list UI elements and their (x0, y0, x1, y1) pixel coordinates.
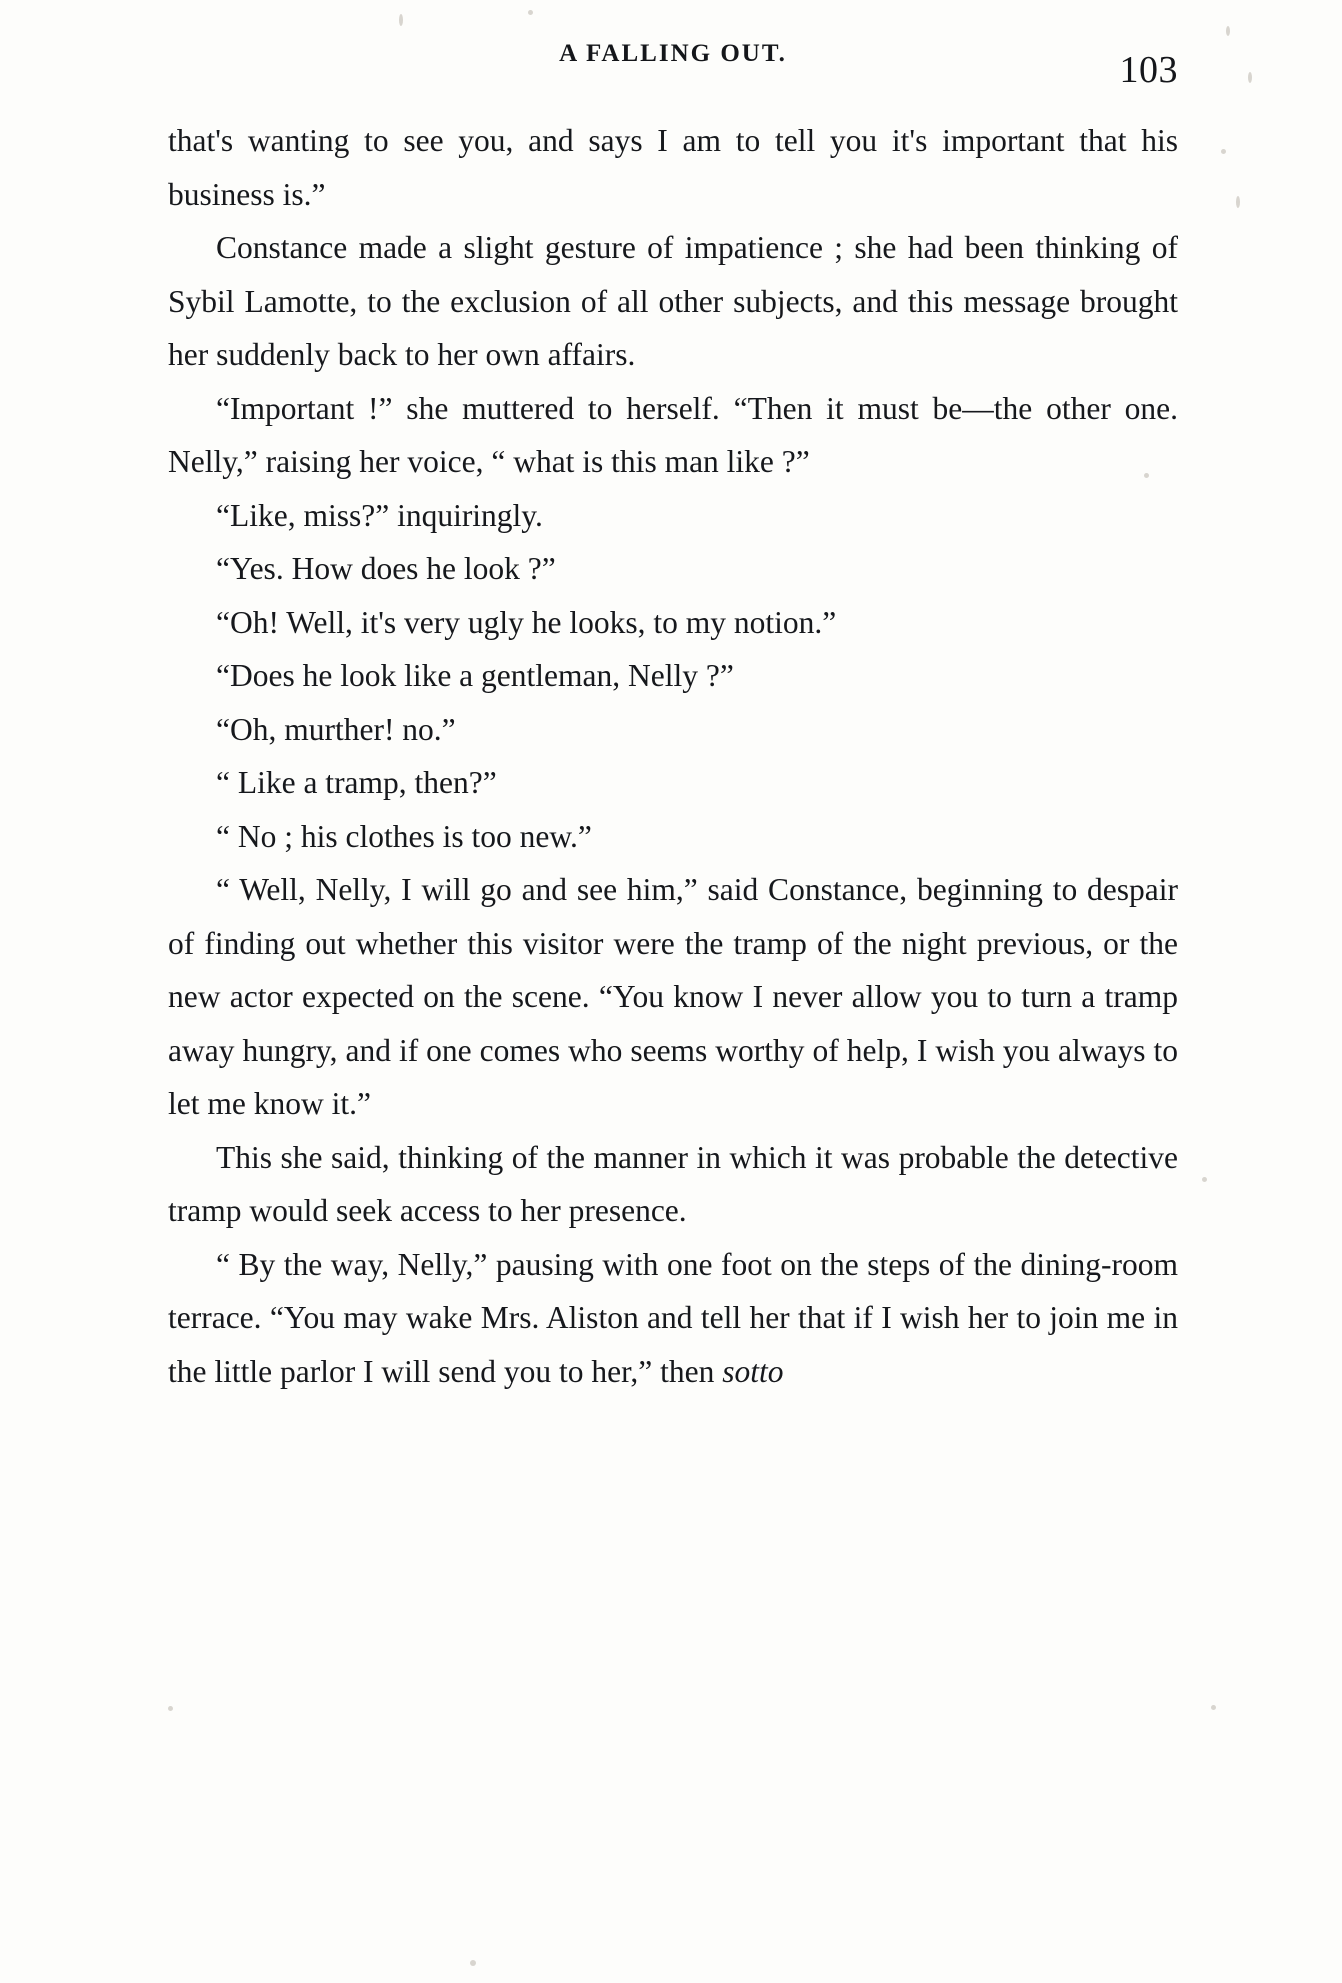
paragraph: “Oh! Well, it's very ugly he looks, to my notion.” (216, 604, 837, 640)
scan-speck (1236, 196, 1240, 208)
paragraph: “Oh, murther! no.” (216, 711, 456, 747)
scan-speck (1202, 1177, 1207, 1182)
scan-speck (399, 14, 403, 26)
paragraph: “Important !” she muttered to herself. “Then it must be—the other one. Nelly,” raising her voice, “ what is this man like ?” (168, 390, 1178, 479)
catchword-italic: sotto (722, 1353, 784, 1389)
paragraph: “ Well, Nelly, I will go and see him,” said Constance, beginning to despair of finding out whether this visitor were the tramp of the night previous, or the new actor expected on the scene. “You know I never allow you to turn a tramp away hungry, and if one comes who seems worthy of help, I wish you always to let me know it.” (168, 872, 1178, 1121)
scan-speck (528, 10, 533, 15)
page-header (168, 40, 1178, 94)
scan-speck (470, 1960, 476, 1966)
body-text (168, 114, 1178, 1398)
scan-speck (1226, 26, 1230, 36)
scan-speck (1248, 72, 1252, 83)
page-content (168, 40, 1178, 1398)
paragraph-text: “ By the way, Nelly,” pausing with one foot on the steps of the dining-room terrace. “You may wake Mrs. Aliston and tell her that if I wish her to join me in the little parlor I will send you to her,” then (168, 1246, 1178, 1389)
paragraph: “ Like a tramp, then?” (216, 765, 497, 800)
paragraph: This she said, thinking of the manner in which it was probable the detective tramp would seek access to her presence. (168, 1139, 1178, 1228)
paragraph: “ No ; his clothes is too new.” (216, 818, 592, 854)
page-number: 103 (1119, 49, 1178, 91)
paragraph: “Does he look like a gentleman, Nelly ?” (216, 658, 734, 693)
paragraph: Constance made a slight gesture of impatience ; she had been thinking of Sybil Lamotte, to the exclusion of all other subjects, and this message brought her suddenly back to her own affairs. (168, 230, 1178, 372)
scan-speck (1211, 1705, 1216, 1710)
paragraph: “Like, miss?” inquiringly. (216, 497, 543, 533)
scan-speck (168, 1706, 173, 1711)
scan-speck (1221, 149, 1226, 154)
paragraph: that's wanting to see you, and says I am to tell you it's important that his business is.” (168, 123, 1178, 212)
paragraph: “Yes. How does he look ?” (216, 551, 556, 586)
paragraph-with-catchword (168, 1238, 1178, 1399)
running-head-title: A FALLING OUT. (559, 40, 787, 67)
